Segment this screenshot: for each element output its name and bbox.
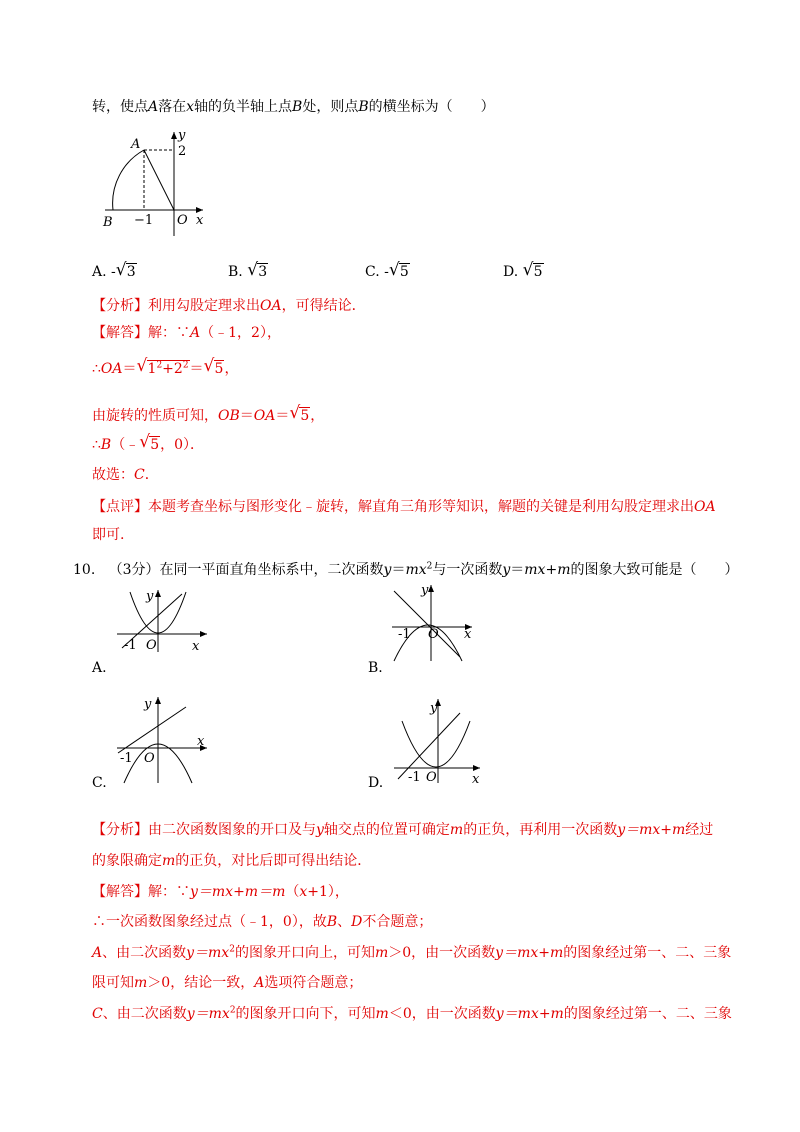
case-text: ＞0，由一次函数: [388, 945, 496, 961]
var-m: m: [557, 562, 571, 578]
equals: ＝: [239, 408, 254, 424]
var-a: A: [190, 325, 201, 341]
label-y: y: [178, 128, 186, 143]
choice-a: A: [92, 945, 103, 961]
sqrt-symbol: [523, 263, 544, 280]
case-text: ＞0，结论一致，: [147, 975, 255, 991]
linear-function: y＝mx+m: [495, 945, 564, 961]
var-m: m: [375, 1006, 389, 1022]
label-b: B: [103, 215, 113, 230]
choice-d: D: [351, 914, 363, 930]
var-y: y: [383, 562, 392, 578]
q9-var-b: B: [358, 99, 369, 115]
option-letter: A.: [92, 264, 107, 280]
equals: ＝: [275, 408, 290, 424]
sqrt-symbol: [289, 406, 310, 426]
equals: ＝: [189, 361, 204, 377]
label-x: x: [192, 639, 200, 654]
radicand: [147, 360, 190, 377]
analysis-text: ，可得结论．: [281, 298, 366, 314]
punctuation: ，: [310, 408, 325, 424]
case-text: 选项符合题意；: [264, 975, 363, 991]
var-y: y: [316, 822, 324, 838]
therefore-symbol: ∴: [92, 437, 101, 453]
var-m: m: [134, 975, 148, 991]
label-x: x: [197, 734, 205, 749]
var-m: m: [449, 822, 464, 838]
option-sign: -: [384, 264, 389, 280]
var-oa: OA: [260, 298, 282, 314]
option-radicand: 3: [258, 264, 268, 280]
exponent: 2: [229, 944, 235, 955]
q9-rotation-line: [92, 406, 324, 426]
coordinate-text: ，0）．: [160, 437, 205, 453]
punctuation: ，: [224, 361, 239, 377]
exponent: 2: [182, 360, 189, 371]
var-b: B: [100, 437, 112, 453]
q9-option-b[interactable]: [228, 263, 268, 280]
pass-text: ∴一次函数图象经过点（﹣1，0），故: [92, 914, 327, 930]
q10-graph-d[interactable]: [390, 695, 500, 785]
var-oa: OA: [694, 499, 716, 515]
q9-comment: [92, 497, 716, 517]
label-o: O: [426, 770, 437, 785]
pass-text: 不合题意；: [362, 914, 433, 930]
radicand: 5: [150, 437, 160, 453]
label-neg-one: -1: [398, 627, 411, 642]
q9-var-x: x: [186, 99, 195, 115]
label-two: 2: [178, 144, 187, 159]
y-axis-arrow: [428, 585, 434, 592]
x-axis-arrow: [473, 765, 480, 771]
q9-b-coordinate: [92, 435, 204, 455]
q9-comment-cont: [92, 525, 124, 545]
case-text: 、由二次函数: [102, 945, 187, 961]
choice-b: B: [326, 914, 338, 930]
pass-text: 、: [337, 914, 352, 930]
analysis-text: 的正负，对比后即可得出结论．: [175, 853, 372, 869]
line-graph: [118, 707, 186, 753]
sqrt-symbol: [247, 263, 268, 280]
exponent: 2: [229, 1005, 236, 1016]
analysis-tag: 【分析】: [92, 822, 148, 838]
sqrt-symbol: [139, 435, 160, 455]
radicand: 5: [214, 361, 224, 377]
label-o: O: [144, 751, 155, 766]
radicand: 5: [300, 408, 310, 424]
case-text: 的图象开口向下，可知: [235, 1006, 376, 1022]
q9-analysis: [92, 296, 366, 316]
arc: [113, 150, 144, 210]
analysis-text: 由二次函数图象的开口及与: [148, 822, 316, 838]
q9-stem-text: 处，则点: [302, 99, 359, 115]
answer-text: 解：∵: [148, 884, 190, 900]
quadratic-function: y＝mx: [186, 1006, 230, 1022]
comment-tag: 【点评】: [92, 499, 148, 515]
case-text: 、由二次函数: [102, 1006, 187, 1022]
line-graph: [394, 591, 460, 657]
answer-text: +1），: [307, 884, 349, 900]
stem-text: 与一次函数: [432, 562, 503, 578]
q10-case-c: [92, 1004, 732, 1024]
label-o: O: [428, 627, 439, 642]
q9-stem-text: 轴的负半轴上点: [194, 99, 293, 115]
quadratic-function: y＝mx: [186, 945, 230, 961]
stem-text: （3分）在同一平面直角坐标系中，二次函数: [108, 562, 384, 578]
radicand-term: 1: [147, 361, 157, 377]
q10-case-a-cont: [92, 973, 362, 993]
analysis-text: 的象限确定: [92, 853, 162, 869]
option-sign: -: [111, 264, 116, 280]
choice-c: C: [92, 1006, 103, 1022]
q9-option-c[interactable]: [365, 263, 410, 280]
y-axis-arrow: [171, 132, 177, 139]
analysis-tag: 【分析】: [92, 298, 148, 314]
q10-case-a: [92, 943, 731, 963]
option-radicand: 5: [399, 264, 409, 280]
var-ob: OB: [218, 408, 240, 424]
label-y: y: [430, 701, 438, 716]
q10-caption-c: C.: [92, 775, 107, 791]
label-y: y: [421, 583, 429, 598]
option-letter: C.: [365, 264, 380, 280]
analysis-text: 利用勾股定理求出: [148, 298, 260, 314]
analysis-text: 轴交点的位置可确定: [323, 822, 450, 838]
sqrt-symbol: [137, 359, 190, 379]
q9-stem-text: 落在: [158, 99, 187, 115]
var-m: m: [374, 945, 389, 961]
q9-oa-equation: [92, 359, 238, 379]
linear-function: y＝mx+m: [617, 822, 686, 838]
var-x: x: [299, 884, 308, 900]
label-neg-one: -1: [124, 638, 137, 653]
q10-graph-b[interactable]: [388, 583, 498, 663]
option-radicand: 3: [126, 264, 136, 280]
label-neg-one: -1: [408, 770, 421, 785]
label-a: A: [131, 137, 141, 152]
q9-option-d[interactable]: [503, 263, 544, 280]
sqrt-symbol: [389, 263, 410, 280]
case-text: 限可知: [92, 975, 134, 991]
x-axis-arrow: [200, 631, 207, 637]
q10-pass-point: [92, 912, 432, 932]
q9-option-a[interactable]: [92, 263, 137, 280]
linear-function: y＝mx+m＝m: [190, 884, 286, 900]
option-letter: D.: [503, 264, 519, 280]
q9-stem-text: 转，使点: [92, 99, 148, 115]
q10-caption-d: D.: [368, 775, 384, 791]
q10-caption-a: A.: [92, 660, 107, 676]
q10-stem: [73, 560, 738, 580]
var-oa: OA: [100, 361, 123, 377]
therefore-symbol: ∴: [92, 361, 101, 377]
answer-text: 解：∵: [148, 325, 190, 341]
q9-figure: [95, 130, 225, 240]
q10-answer: [92, 882, 349, 902]
answer-text: （: [285, 884, 300, 900]
q10-analysis-cont: [92, 851, 371, 871]
q10-graph-a[interactable]: [112, 588, 222, 658]
rotation-text: 由旋转的性质可知，: [92, 408, 218, 424]
parabola-up: [402, 721, 470, 767]
choose-text: 故选：: [92, 467, 134, 483]
exponent: 2: [156, 360, 163, 371]
label-o: O: [177, 213, 188, 228]
q9-var-b: B: [292, 99, 303, 115]
radicand-term: +2: [162, 361, 183, 377]
label-x: x: [472, 772, 480, 787]
coordinate-text: （﹣: [111, 437, 140, 453]
answer-tag: 【解答】: [92, 325, 148, 341]
choice-c: C: [134, 467, 145, 483]
var-m: m: [162, 853, 176, 869]
label-y: y: [146, 589, 154, 604]
case-text: 的图象开口向上，可知: [234, 945, 375, 961]
label-neg-one: -1: [120, 751, 133, 766]
answer-text: （﹣1，2），: [200, 325, 281, 341]
equals: ＝: [391, 562, 406, 578]
q10-graph-c[interactable]: [112, 695, 222, 785]
label-y: y: [144, 697, 152, 712]
q10-analysis: [92, 820, 713, 840]
var-mx: mx: [524, 562, 546, 578]
plus: +: [545, 562, 558, 578]
case-text: 的图象经过第一、二、三象: [563, 945, 732, 961]
exponent: 2: [426, 561, 433, 572]
comment-text: 即可.: [92, 527, 125, 543]
q10-caption-b: B.: [368, 660, 383, 676]
label-x: x: [196, 213, 204, 228]
punctuation: ．: [144, 467, 159, 483]
var-oa: OA: [253, 408, 276, 424]
equals: ＝: [122, 361, 137, 377]
question-number: 10.: [73, 562, 96, 578]
sqrt-symbol: [116, 263, 137, 280]
q9-stem-text: 的横坐标为（ ）: [368, 99, 495, 115]
label-x: x: [464, 627, 472, 642]
analysis-text: 经过: [685, 822, 714, 838]
q9-choose: [92, 465, 159, 485]
stem-text: 的图象大致可能是（ ）: [570, 562, 739, 578]
segment-oa: [144, 150, 174, 210]
label-o: O: [146, 638, 157, 653]
option-letter: B.: [228, 264, 243, 280]
case-text: ＜0，由一次函数: [388, 1006, 496, 1022]
q9-var-a: A: [148, 99, 159, 115]
label-neg-one: −1: [134, 213, 154, 228]
comment-text: 本题考查坐标与图形变化﹣旋转，解直角三角形等知识，解题的关键是利用勾股定理求出: [148, 499, 694, 515]
choice-a: A: [254, 975, 265, 991]
analysis-text: 的正负，再利用一次函数: [463, 822, 618, 838]
q9-answer: [92, 323, 281, 343]
y-axis-arrow: [155, 590, 161, 597]
option-radicand: 5: [533, 264, 543, 280]
q9-stem-tail: [92, 97, 495, 117]
linear-function: y＝mx+m: [495, 1006, 564, 1022]
y-axis-arrow: [155, 697, 161, 704]
answer-tag: 【解答】: [92, 884, 148, 900]
equals: ＝: [510, 562, 525, 578]
var-mx: mx: [405, 562, 427, 578]
var-y: y: [502, 562, 511, 578]
case-text: 的图象经过第一、二、三象: [563, 1006, 732, 1022]
sqrt-symbol: [204, 359, 225, 379]
